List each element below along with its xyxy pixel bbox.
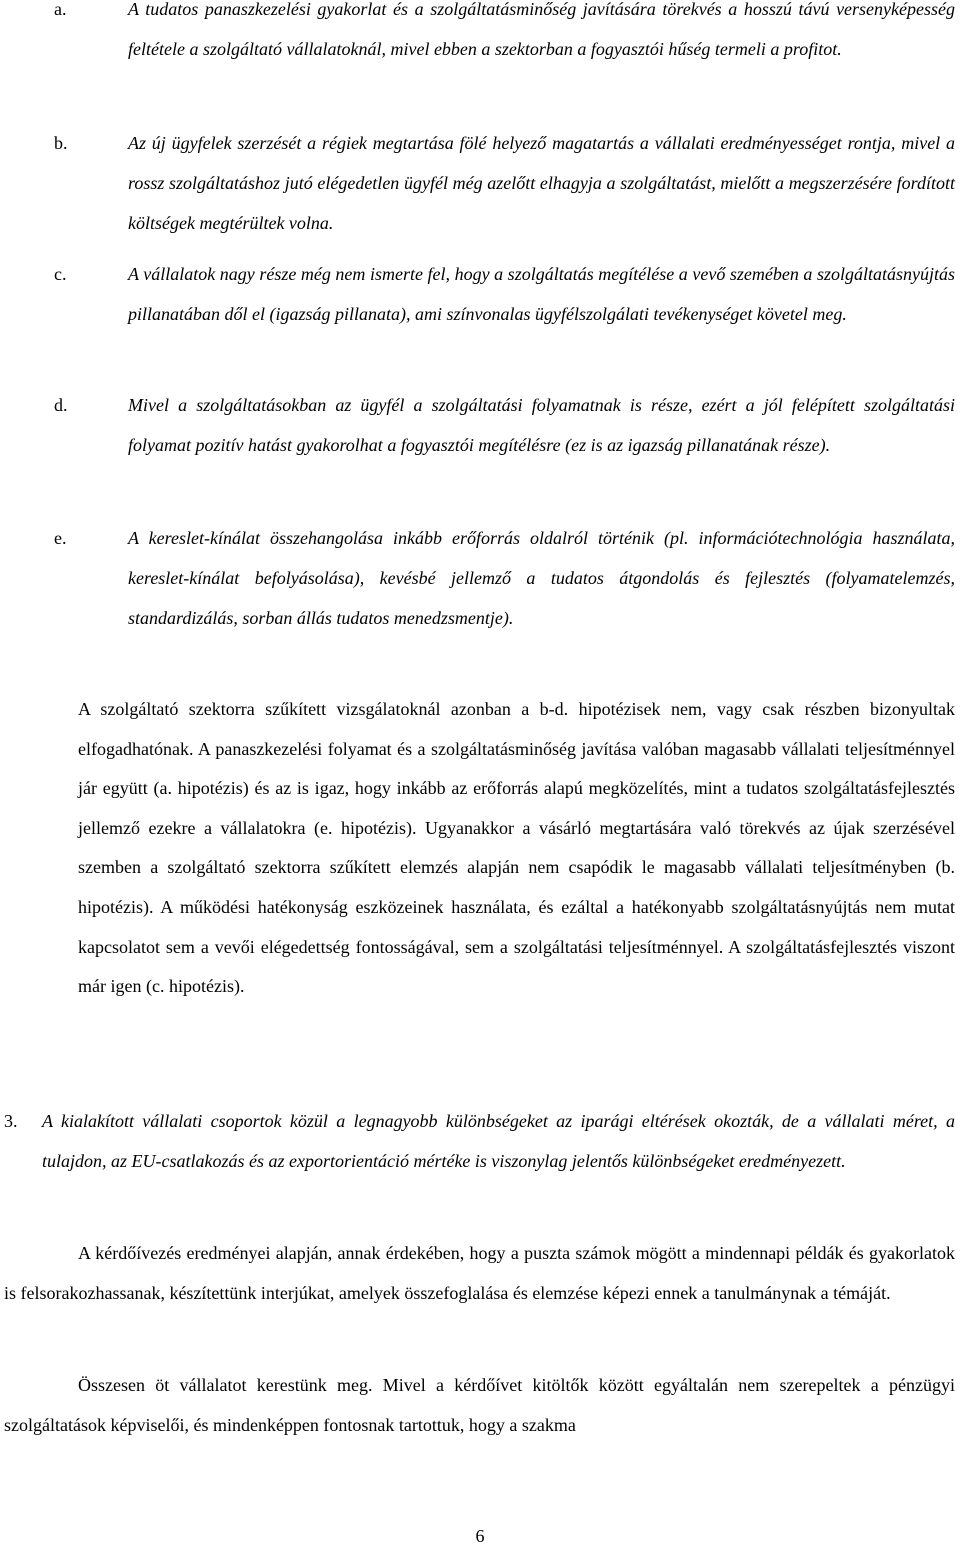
list-item-e: [54, 518, 955, 638]
list-item-d: [54, 385, 955, 465]
list-item-e-text: A kereslet-kínálat összehangolása inkább erőforrás oldalról történik (pl. információtechnológia használata, kereslet-kínálat befolyásolása), kevésbé jellemző a tudatos átgondolás és fejlesztés (folyamatelemzés, standardizálás, sorban állás tudatos menedzsmentje).: [128, 528, 955, 628]
page-number: 6: [475, 1526, 485, 1546]
list-marker-a: a.: [54, 0, 67, 19]
point-3-text: A kialakított vállalati csoportok közül a legnagyobb különbségeket az iparági eltérések okozták, de a vállalati méret, a tulajdon, az EU-csatlakozás és az exportorientáció mértéke is viszonylag jelentős különbségeket eredményezett.: [42, 1111, 955, 1171]
list-marker-e: e.: [54, 528, 67, 548]
list-item-c: [54, 254, 955, 334]
list-item-a: [54, 0, 955, 69]
list-marker-b: b.: [54, 133, 68, 153]
list-item-d-text: Mivel a szolgáltatásokban az ügyfél a szolgáltatási folyamatnak is része, ezért a jól felépített szolgáltatási folyamat pozitív hatást gyakorolhat a fogyasztói megítélésre (ez is az igazság pillanatának része).: [128, 395, 955, 455]
list-item-b: [54, 123, 955, 243]
summary-paragraph: A szolgáltató szektorra szűkített vizsgálatoknál azonban a b-d. hipotézisek nem, vagy csak részben bizonyultak elfogadhatónak. A panaszkezelési folyamat és a szolgáltatásminőség javítása valóban magasabb vállalati teljesítménnyel jár együtt (a. hipotézis) és az is igaz, hogy inkább az erőforrás alapú megközelítés, mint a tudatos szolgáltatásfejlesztés jellemző ezekre a vállalatokra (e. hipotézis). Ugyanakkor a vásárló megtartására való törekvés az újak szerzésével szemben a szolgáltató szektorra szűkített elemzés alapján nem csapódik le magasabb vállalati teljesítményben (b. hipotézis). A működési hatékonyság eszközeinek használata, és ezáltal a hatékonyabb szolgáltatásnyújtás nem mutat kapcsolatot sem a vevői elégedettség fontosságával, sem a szolgáltatási teljesítménnyel. A szolgáltatásfejlesztés viszont már igen (c. hipotézis).: [78, 699, 955, 997]
list-marker-c: c.: [54, 264, 67, 284]
interviews-paragraph: A kérdőívezés eredményei alapján, annak érdekében, hogy a puszta számok mögött a mindennapi példák és gyakorlatok is felsorakozhassanak, készítettünk interjúkat, amelyek összefoglalása és elemzése képezi ennek a tanulmánynak a témáját.: [4, 1243, 955, 1303]
point-3-marker: 3.: [4, 1111, 18, 1131]
list-item-c-text: A vállalatok nagy része még nem ismerte fel, hogy a szolgáltatás megítélése a vevő szemében a szolgáltatásnyújtás pillanatában dől el (igazság pillanata), ami színvonalas ügyfélszolgálati tevékenységet követel meg.: [128, 264, 955, 324]
point-3: [4, 1101, 955, 1181]
companies-paragraph: Összesen öt vállalatot kerestünk meg. Mivel a kérdőívet kitöltők között egyáltalán nem szerepeltek a pénzügyi szolgáltatások képviselői, és mindenképpen fontosnak tartottuk, hogy a szakma: [4, 1375, 955, 1435]
list-marker-d: d.: [54, 395, 68, 415]
list-item-b-text: Az új ügyfelek szerzését a régiek megtartása fölé helyező magatartás a vállalati eredményességet rontja, mivel a rossz szolgáltatáshoz jutó elégedetlen ügyfél még azelőtt elhagyja a szolgáltatást, mielőtt a megszerzésére fordított költségek megtérültek volna.: [128, 133, 955, 233]
list-item-a-text: A tudatos panaszkezelési gyakorlat és a szolgáltatásminőség javítására törekvés a hosszú távú versenyképesség feltétele a szolgáltató vállalatoknál, mivel ebben a szektorban a fogyasztói hűség termeli a profitot.: [128, 0, 955, 59]
